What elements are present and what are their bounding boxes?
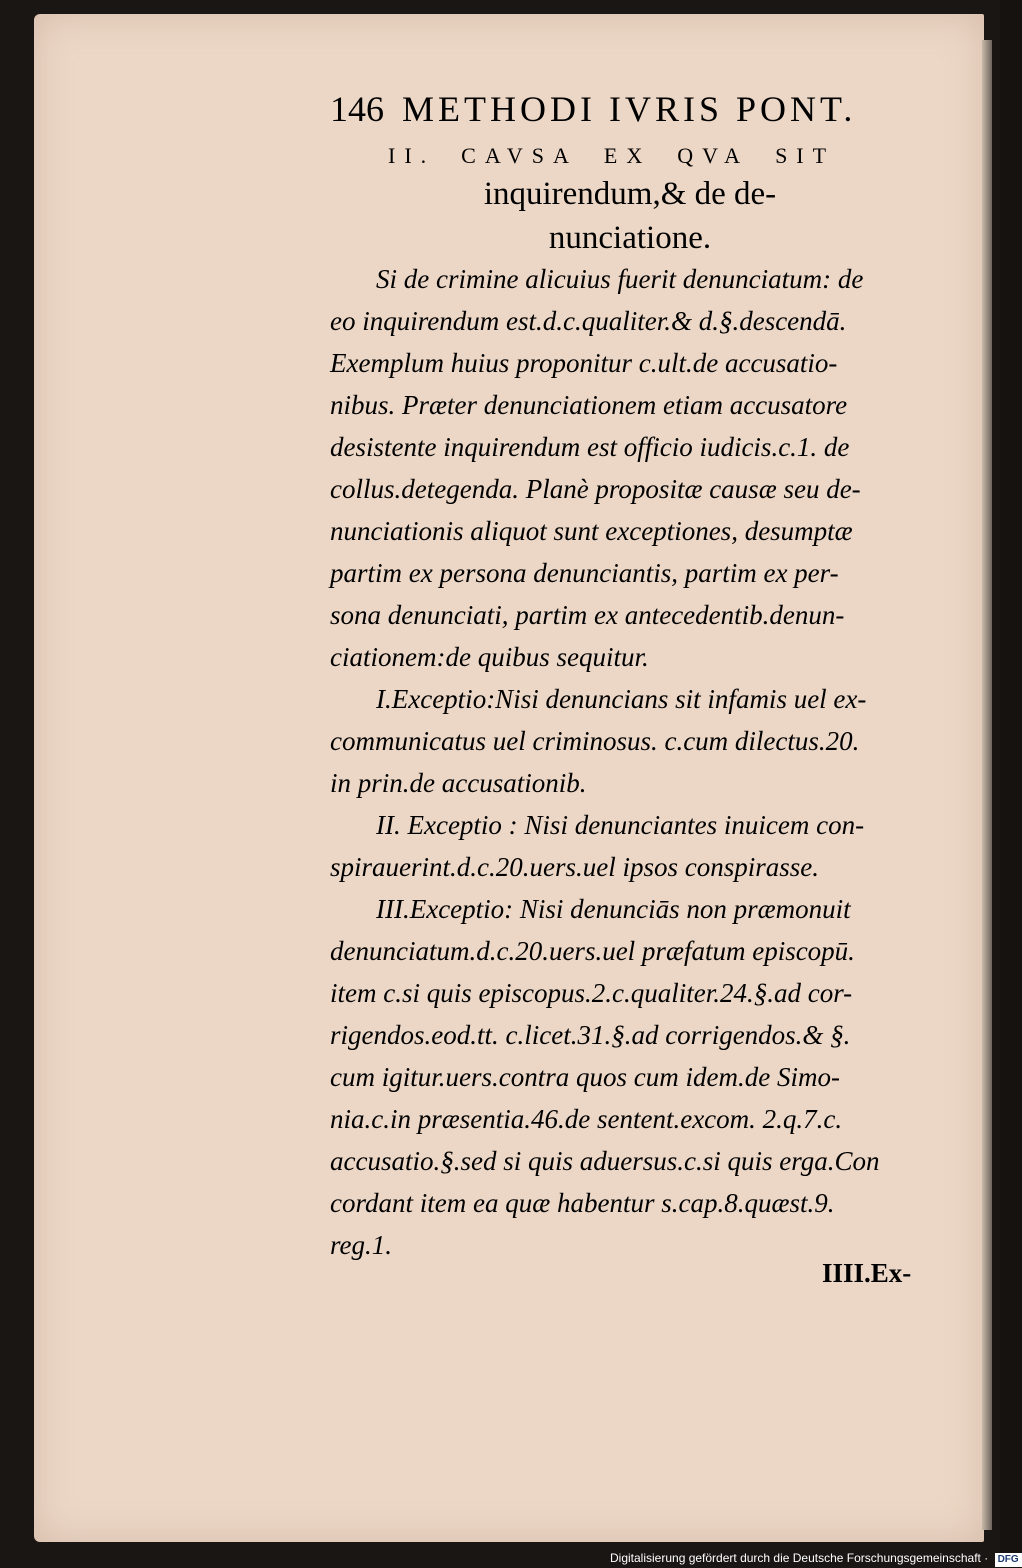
body-line: sona denunciati, partim ex antecedentib.denun- xyxy=(330,600,845,630)
body-line: nia.c.in præsentia.46.de sentent.excom. 2.q.7.c. xyxy=(330,1104,843,1134)
caption-word: CAVSA xyxy=(461,143,578,168)
page-number: 146 xyxy=(330,89,384,129)
body-line: III.Exceptio: Nisi denunciās non præmonuit xyxy=(376,894,851,924)
body-line: ciationem:de quibus sequitur. xyxy=(330,642,649,672)
body-line: eo inquirendum est.d.c.qualiter.& d.§.descendā. xyxy=(330,306,847,336)
running-title: METHODI IVRIS PONT. xyxy=(402,89,857,129)
body-line: desistente inquirendum est officio iudicis.c.1. de xyxy=(330,432,850,462)
credit-text: Digitalisierung gefördert durch die Deutsche Forschungsgemeinschaft xyxy=(610,1551,981,1565)
caption-word: SIT xyxy=(775,143,836,168)
section-caption xyxy=(388,143,908,169)
body-line: rigendos.eod.tt. c.licet.31.§.ad corrigendos.& §. xyxy=(330,1020,851,1050)
body-line: communicatus uel criminosus. c.cum dilectus.20. xyxy=(330,726,860,756)
body-line: denunciatum.d.c.20.uers.uel præfatum episcopū. xyxy=(330,936,855,966)
separator: · xyxy=(984,1551,989,1565)
caption-word: QVA xyxy=(677,143,750,168)
caption-word: II. xyxy=(388,143,436,168)
caption-word: EX xyxy=(603,143,652,168)
body-line: nunciationis aliquot sunt exceptiones, desumptæ xyxy=(330,516,853,546)
body-line: accusatio.§.sed si quis aduersus.c.si quis erga.Con xyxy=(330,1146,880,1176)
catchword: IIII.Ex- xyxy=(822,1258,912,1288)
body-line: collus.detegenda. Planè propositæ causæ seu de- xyxy=(330,474,861,504)
body-line: reg.1. xyxy=(330,1230,392,1260)
body-line: cordant item ea quæ habentur s.cap.8.quæst.9. xyxy=(330,1188,835,1218)
section-heading xyxy=(330,172,930,260)
body-line: partim ex persona denunciantis, partim ex per- xyxy=(330,558,839,588)
body-line: cum igitur.uers.contra quos cum idem.de Simo- xyxy=(330,1062,840,1092)
body-line: spirauerint.d.c.20.uers.uel ipsos conspirasse. xyxy=(330,852,819,882)
body-line: II. Exceptio : Nisi denunciantes inuicem con- xyxy=(376,810,865,840)
heading-line: inquirendum,& de de- xyxy=(483,176,777,212)
body-line: item c.si quis episcopus.2.c.qualiter.24.§.ad cor- xyxy=(330,978,853,1008)
body-line: nibus. Præter denunciationem etiam accusatore xyxy=(330,390,848,420)
body-line: Si de crimine alicuius fuerit denunciatum: de xyxy=(376,264,864,294)
dfg-logo: DFG xyxy=(995,1553,1022,1567)
body-line: in prin.de accusationib. xyxy=(330,768,587,798)
body-line: Exemplum huius proponitur c.ult.de accusatio- xyxy=(330,348,838,378)
body-line: I.Exceptio:Nisi denuncians sit infamis uel ex- xyxy=(376,684,867,714)
running-head xyxy=(330,88,930,134)
digitization-credit xyxy=(610,1548,1019,1568)
heading-line: nunciatione. xyxy=(548,220,712,256)
